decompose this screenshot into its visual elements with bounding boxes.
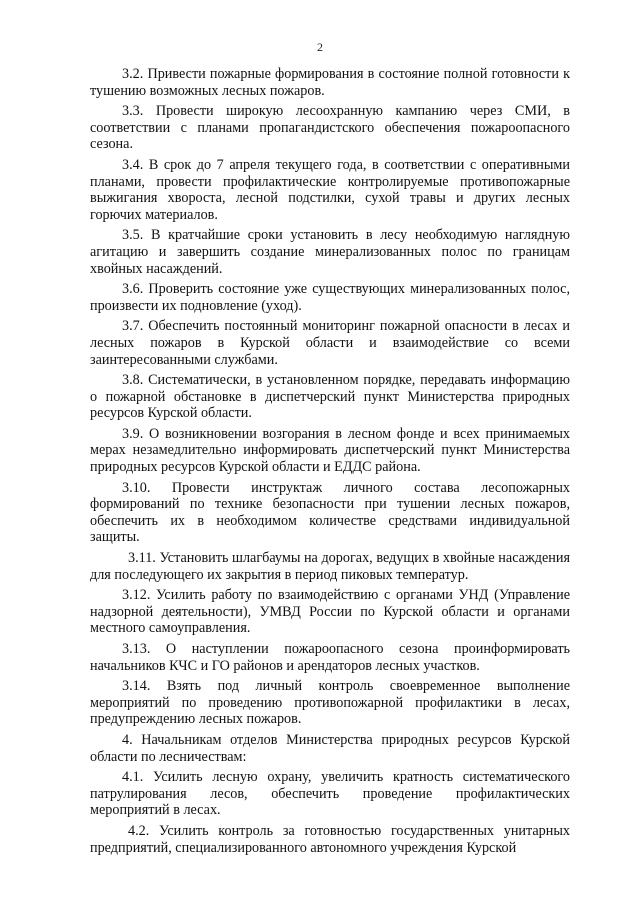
paragraph-3-14: 3.14. Взять под личный контроль своевременное выполнение мероприятий по проведению противопожарной профилактики в лесах, предупреждению лесных пожаров. — [90, 678, 570, 728]
paragraph-3-5: 3.5. В кратчайшие сроки установить в лесу необходимую наглядную агитацию и завершить создание минерализованных полос по границам хвойных насаждений. — [90, 227, 570, 277]
document-body — [90, 66, 570, 860]
paragraph-3-10: 3.10. Провести инструктаж личного состава лесопожарных формирований по технике безопасности при тушении лесных пожаров, обеспечить их в необходимом количестве средствами индивидуальной защиты. — [90, 479, 570, 546]
paragraph-3-6: 3.6. Проверить состояние уже существующих минерализованных полос, произвести их подновление (уход). — [90, 281, 570, 314]
paragraph-4-2: 4.2. Усилить контроль за готовностью государственных унитарных предприятий, специализированного автономного учреждения Курской — [90, 822, 570, 856]
paragraph-3-8: 3.8. Систематически, в установленном порядке, передавать информацию о пожарной обстановке в диспетчерский пункт Министерства природных ресурсов Курской области. — [90, 372, 570, 422]
paragraph-4: 4. Начальникам отделов Министерства природных ресурсов Курской области по лесничествам: — [90, 731, 570, 765]
paragraph-3-3: 3.3. Провести широкую лесоохранную кампанию через СМИ, в соответствии с планами пропагандистского обеспечения пожароопасного сезона. — [90, 103, 570, 153]
paragraph-3-7: 3.7. Обеспечить постоянный мониторинг пожарной опасности в лесах и лесных пожаров в Курской области и взаимодействие со всеми заинтересованными службами. — [90, 318, 570, 368]
paragraph-3-12: 3.12. Усилить работу по взаимодействию с органами УНД (Управление надзорной деятельности), УМВД России по Курской области и органами местного самоуправления. — [90, 587, 570, 637]
paragraph-3-13: 3.13. О наступлении пожароопасного сезона проинформировать начальников КЧС и ГО районов и арендаторов лесных участков. — [90, 641, 570, 674]
paragraph-3-9: 3.9. О возникновении возгорания в лесном фонде и всех принимаемых мерах незамедлительно информировать диспетчерский пункт Министерства природных ресурсов Курской области и ЕДДС района. — [90, 425, 570, 476]
paragraph-3-11: 3.11. Установить шлагбаумы на дорогах, ведущих в хвойные насаждения для последующего их закрытия в период пиковых температур. — [90, 550, 570, 583]
paragraph-4-1: 4.1. Усилить лесную охрану, увеличить кратность систематического патрулирования лесов, обеспечить проведение профилактических мероприятий в лесах. — [90, 769, 570, 819]
paragraph-3-4: 3.4. В срок до 7 апреля текущего года, в соответствии с оперативными планами, провести профилактические контролируемые противопожарные выжигания хвороста, лесной подстилки, сухой травы и других лесных горючих материалов. — [90, 156, 570, 223]
paragraph-3-2: 3.2. Привести пожарные формирования в состояние полной готовности к тушению возможных лесных пожаров. — [90, 66, 570, 99]
page-number: 2 — [317, 40, 323, 54]
